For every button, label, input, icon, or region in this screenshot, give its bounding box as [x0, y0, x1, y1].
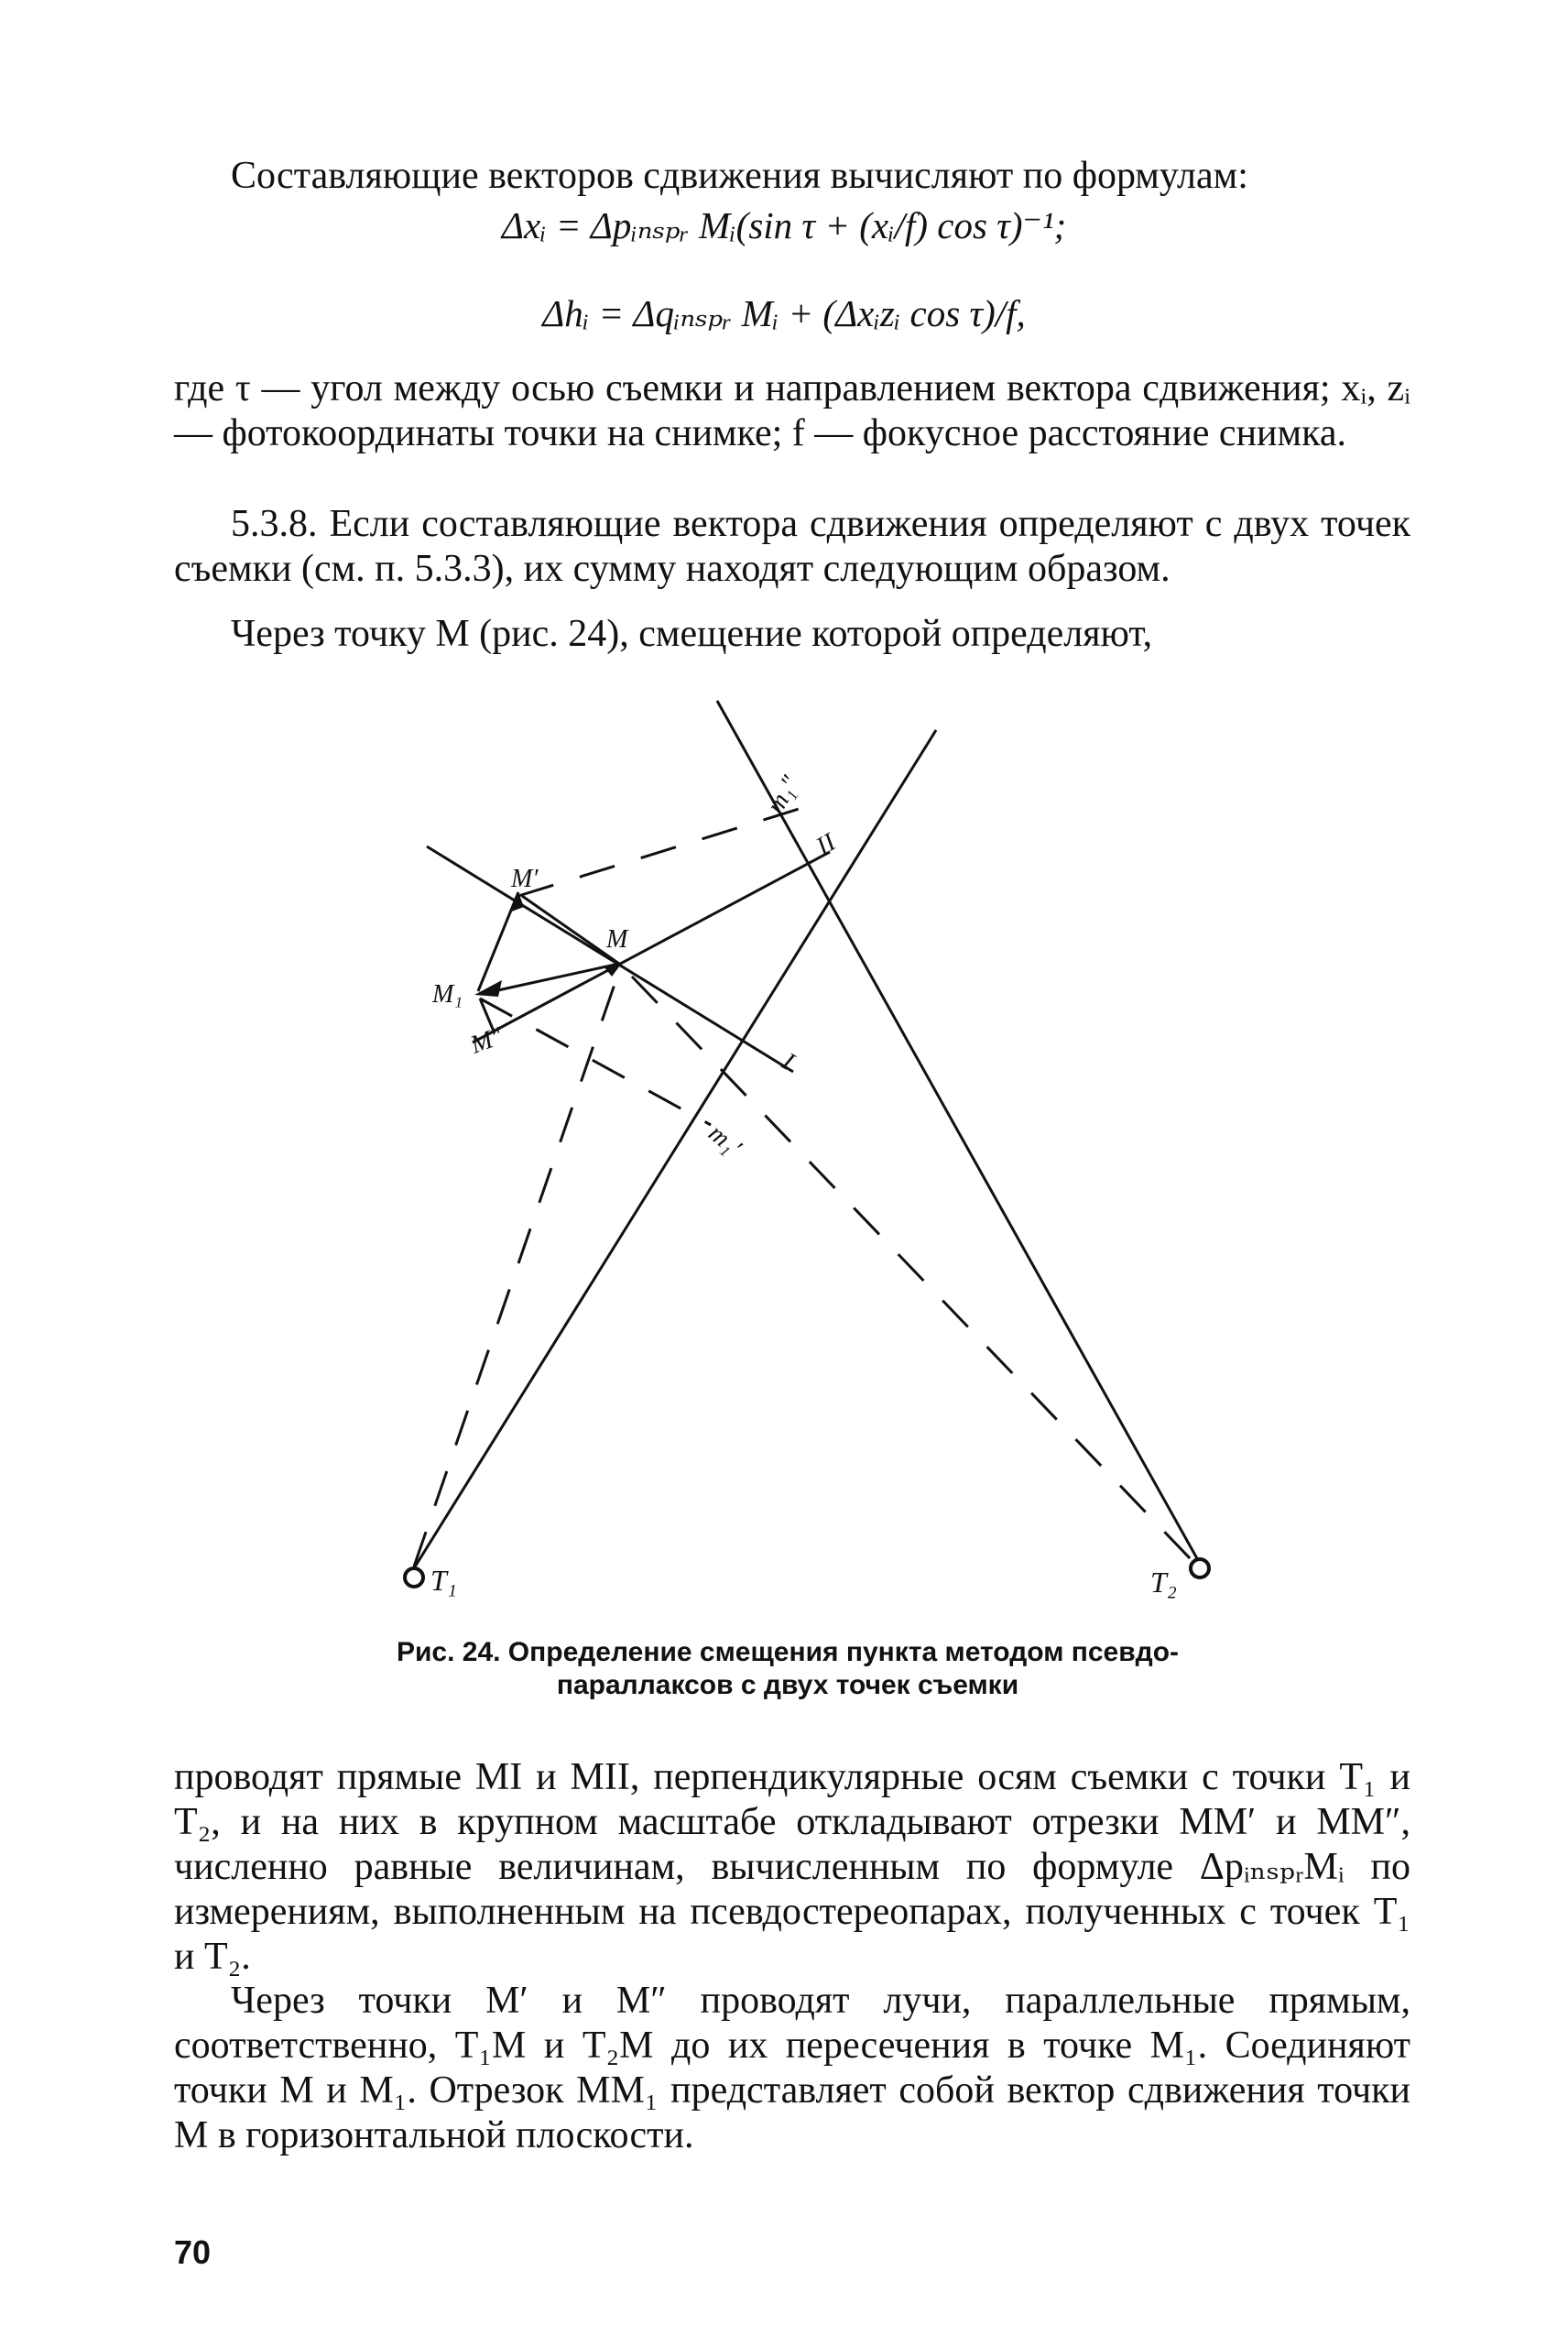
vector-m-m1 [485, 964, 619, 993]
label-m: M [606, 925, 628, 954]
axis-line-t1 [414, 730, 936, 1568]
label-t1: T₁ [430, 1564, 457, 1597]
bottom-paragraph-2: Через точки M′ и M″ проводят лучи, параллельные прямым, соответственно, T₁M и T₂M до их пересечения в точке M₁. Соединяют точки M и M₁. Отрезок MM₁ представляет собой вектор сдвижения точки M в горизонтальной плоскости. [174, 1980, 1410, 2156]
axis-line-t2 [717, 701, 1203, 1568]
label-ii: II [811, 827, 841, 862]
label-m-prime: M′ [511, 865, 539, 893]
intro-text: Составляющие векторов сдвижения вычисляют по формулам: [231, 155, 1248, 197]
station-t2-marker [1191, 1559, 1209, 1577]
label-m-double-prime: M″ [466, 1021, 507, 1060]
formula-delta-x: Δxᵢ = Δpᵢₙₛₚᵣ Mᵢ(sin τ + (xᵢ/f) cos τ)⁻¹; [501, 204, 1067, 246]
label-i: I [777, 1047, 800, 1076]
figure-caption-line1: Рис. 24. Определение смещения пункта методом псевдо- [396, 1637, 1180, 1667]
bottom-paragraph-1: проводят прямые MI и MII, перпендикулярные осям съемки с точки T₁ и T₂, и на них в крупном масштабе откладывают отрезки MM′ и MM″, численно равные величинам, вычисленным по формуле ΔpᵢₙₛₚᵣMᵢ по измерениям, выполненным на псевдостереопарах, полученных с точек T₁ и T₂. [174, 1756, 1410, 1978]
dashed-t1-m [414, 971, 619, 1566]
label-t2: T₂ [1150, 1566, 1177, 1599]
dashed-mprime-m1dd [518, 806, 808, 896]
segment-m-mprime [522, 896, 619, 964]
label-m1-prime: m₁′ [702, 1119, 747, 1162]
label-m1: M₁ [432, 980, 463, 1009]
station-t1-marker [405, 1568, 423, 1587]
paragraph-5-3-8: 5.3.8. Если составляющие вектора сдвижения определяют с двух точек съемки (см. п. 5.3.3), их сумму находят следующим образом. [174, 503, 1410, 590]
formula-delta-h: Δhᵢ = Δqᵢₙₛₚᵣ Mᵢ + (Δxᵢzᵢ cos τ)/f, [542, 292, 1026, 334]
figure-caption-line2: параллаксов с двух точек съемки [556, 1670, 1019, 1700]
figure-intro-text: Через точку М (рис. 24), смещение которой определяют, [231, 613, 1153, 655]
where-paragraph: где τ — угол между осью съемки и направлением вектора сдвижения; xᵢ, zᵢ — фотокоординаты точки на снимке; f — фокусное расстояние снимка. [174, 367, 1410, 454]
page-number: 70 [174, 2233, 212, 2271]
dashed-m-t2 [632, 977, 1191, 1559]
label-m1-double-prime: m₁″ [761, 770, 805, 819]
dashed-m1-m1prime [480, 999, 711, 1125]
